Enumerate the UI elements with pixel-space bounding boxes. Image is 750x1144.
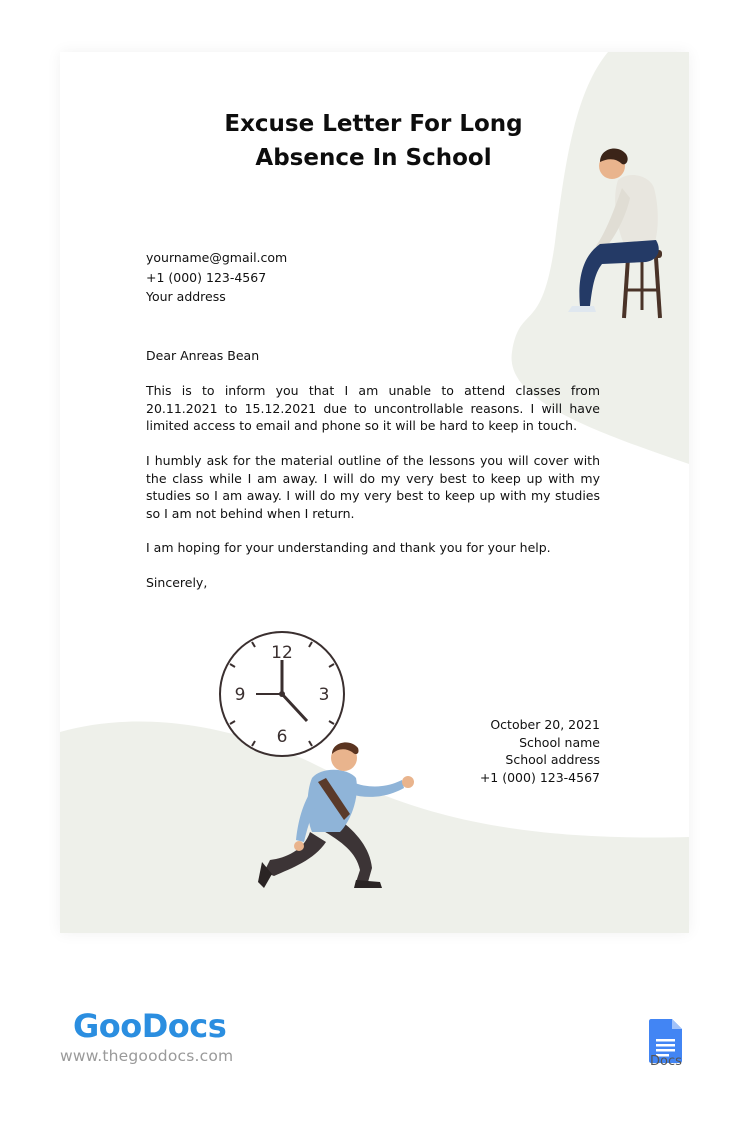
letter-title [150, 107, 597, 175]
sitting-person-illustration [550, 140, 670, 322]
letter-date: October 20, 2021 [490, 717, 600, 732]
person-legs [579, 240, 658, 306]
stool-leg [656, 258, 660, 318]
recipient-details [480, 716, 600, 786]
website-link[interactable]: www.thegoodocs.com [60, 1047, 234, 1065]
sender-phone: +1 (000) 123-4567 [146, 269, 267, 285]
letter-page [60, 52, 689, 933]
school-phone: +1 (000) 123-4567 [479, 769, 600, 785]
runner-hand [402, 776, 414, 788]
runner-back-leg [264, 832, 326, 876]
person-shoe [568, 306, 596, 312]
stool-leg [624, 258, 628, 318]
salutation: Dear Anreas Bean [146, 348, 260, 363]
runner-front-shoe [354, 880, 382, 888]
title-line-2: Absence In School [255, 145, 492, 171]
body-paragraph: This is to inform you that I am unable to attend classes from 20.11.2021 to 15.12.2021 due to uncontrollable reasons. I will have limited access to email and phone so it will be hard to keep in touch. [146, 383, 600, 433]
runner-arm-forward [350, 780, 404, 797]
docs-label: Docs [650, 1054, 682, 1069]
body-paragraph: I humbly ask for the material outline of the lessons you will cover with the class while I am away. I will do my very best to keep up with my studies so I am away. I will do my very best to keep up with my studies so I am not behind when I return. [146, 453, 600, 521]
school-name: School name [519, 734, 600, 750]
clock-numeral-12: 12 [271, 643, 293, 663]
goodocs-logo-text: GooDocs [73, 1007, 227, 1045]
runner-back-hand [294, 841, 304, 851]
sender-contact [146, 248, 287, 307]
clock-numeral-6: 6 [276, 727, 288, 747]
school-address: School address [505, 752, 600, 767]
goodocs-logo[interactable] [73, 1006, 243, 1046]
closing: Sincerely, [146, 575, 208, 590]
body-paragraph: I am hoping for your understanding and thank you for your help. [146, 540, 551, 555]
running-person-illustration [252, 682, 422, 897]
sender-email: yourname@gmail.com [146, 250, 288, 265]
sender-address: Your address [146, 289, 226, 304]
title-line-1: Excuse Letter For Long [224, 111, 523, 137]
clock-numeral-9: 9 [234, 685, 246, 705]
clock-numeral-3: 3 [318, 685, 330, 705]
